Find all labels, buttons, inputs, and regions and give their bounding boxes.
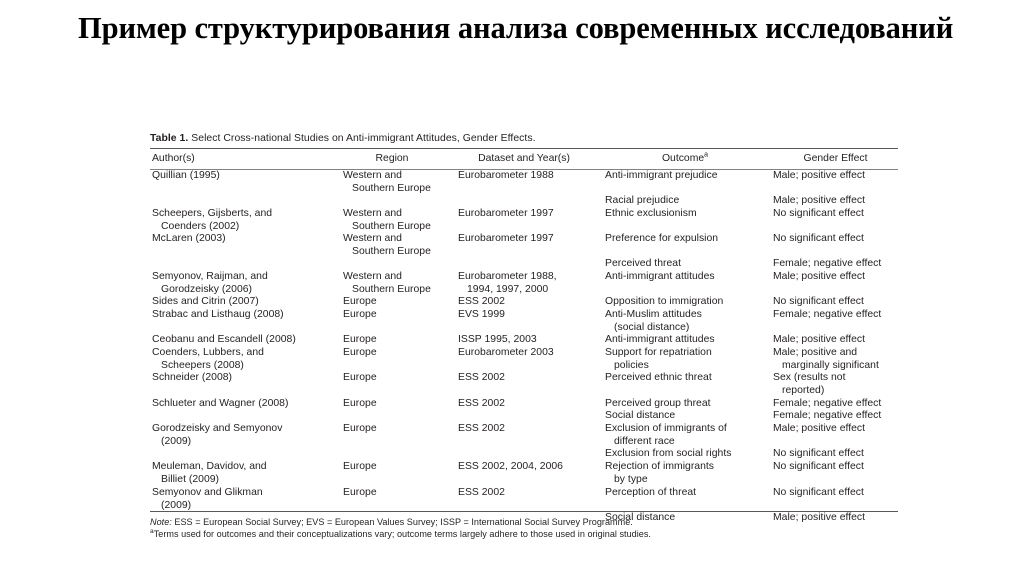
table-cell-line: Eurobarometer 2003	[458, 347, 554, 358]
table-cell-line: Europe	[343, 334, 377, 345]
table-cell-line: 1994, 1997, 2000	[467, 284, 549, 295]
table-cell-line: (social distance)	[614, 322, 690, 333]
table-cell-line: Perceived ethnic threat	[605, 372, 712, 383]
table-cell-line: Exclusion from social rights	[605, 448, 732, 459]
table-cell-line: Europe	[343, 372, 377, 383]
table-caption	[150, 132, 898, 148]
table-cell-line: Exclusion of immigrants of	[605, 423, 727, 434]
table-cell-line: Europe	[343, 309, 377, 320]
table-cell-line: Eurobarometer 1997	[458, 208, 554, 219]
table-cell-line: Scheepers, Gijsberts, and	[152, 208, 273, 219]
table-cell-line: Anti-immigrant prejudice	[605, 170, 718, 181]
table-cell-line: Coenders, Lubbers, and	[152, 347, 264, 358]
table-cell-line: Anti-Muslim attitudes	[605, 309, 702, 320]
table-caption-text: Select Cross-national Studies on Anti-immigrant Attitudes, Gender Effects.	[191, 133, 536, 144]
table-cell-line: Sides and Citrin (2007)	[152, 296, 259, 307]
table-cell-line: Rejection of immigrants	[605, 461, 715, 472]
table-cell-line: Eurobarometer 1988	[458, 170, 554, 181]
table-caption-label: Table 1.	[150, 133, 189, 144]
table-cell-line: Ethnic exclusionism	[605, 208, 697, 219]
table-cell-line: Male; positive effect	[773, 170, 866, 181]
table-cell-line: McLaren (2003)	[152, 233, 226, 244]
table-header-row	[150, 149, 898, 169]
table-cell-line: Female; negative effect	[773, 410, 882, 421]
table-cell-line: Southern Europe	[352, 284, 431, 295]
table-cell-line: Male; positive effect	[773, 271, 866, 282]
table-cell-line: Schneider (2008)	[152, 372, 233, 383]
table-cell-line: ESS 2002	[458, 423, 505, 434]
table-cell-line: ISSP 1995, 2003	[458, 334, 537, 345]
table-cell-line: EVS 1999	[458, 309, 505, 320]
table-cell-line: (2009)	[161, 500, 192, 511]
table-cell-line: Perceived group threat	[605, 398, 711, 409]
table-cell-line: Female; negative effect	[773, 309, 882, 320]
table-cell-line: Semyonov, Raijman, and	[152, 271, 268, 282]
table-cell-line: Opposition to immigration	[605, 296, 724, 307]
table-note-text: ESS = European Social Survey; EVS = European Values Survey; ISSP = International Social Survey Programme.	[174, 517, 633, 527]
table-cell-line: (2009)	[161, 436, 192, 447]
table-cell-line: Male; positive effect	[773, 334, 866, 345]
table-cell-line: No significant effect	[773, 487, 864, 498]
column-header-outcome	[605, 149, 765, 169]
table-cell-line: Gorodzeisky (2006)	[161, 284, 253, 295]
table-cell-line: Male; positive and	[773, 347, 858, 358]
table-cell-line: No significant effect	[773, 296, 864, 307]
table-cell-line: Strabac and Listhaug (2008)	[152, 309, 284, 320]
column-header-region: Region	[375, 153, 409, 164]
table-cell-line: Ceobanu and Escandell (2008)	[152, 334, 296, 345]
table-cell-line: Western and	[343, 208, 402, 219]
table-cell-line: Western and	[343, 233, 402, 244]
column-header-outcome-label: Outcome	[661, 153, 705, 164]
table-cell-line: Support for repatriation	[605, 347, 712, 358]
table-cell-line: Male; positive effect	[773, 512, 866, 523]
table-cell-line: Male; positive effect	[773, 195, 866, 206]
table-note-label: Note:	[150, 517, 172, 527]
table-cell-line: Female; negative effect	[773, 258, 882, 269]
table-cell-line: No significant effect	[773, 208, 864, 219]
table-cell-line: policies	[614, 360, 649, 371]
table-cell-line: Western and	[343, 170, 402, 181]
table-figure	[150, 132, 898, 540]
table-cell-line: ESS 2002	[458, 296, 505, 307]
table-cell-line: different race	[614, 436, 675, 447]
table-cell-line: Europe	[343, 487, 377, 498]
page-title: Пример структурирования анализа современных исследований	[78, 11, 954, 45]
table-cell-line: Schlueter and Wagner (2008)	[152, 398, 289, 409]
table-cell-line: Scheepers (2008)	[161, 360, 244, 371]
table-cell-line: ESS 2002, 2004, 2006	[458, 461, 563, 472]
table-cell-line: Social distance	[605, 512, 676, 523]
table-cell-line: Europe	[343, 423, 377, 434]
table-footnote-text: Terms used for outcomes and their conceptualizations vary; outcome terms largely adhere to those used in original studies.	[153, 528, 651, 539]
table-cell-line: Europe	[343, 296, 377, 307]
table-cell-line: Southern Europe	[352, 183, 431, 194]
table-cell-line: Eurobarometer 1997	[458, 233, 554, 244]
table-cell-line: marginally significant	[782, 360, 879, 371]
table-cell-line: by type	[614, 474, 648, 485]
table-cell-line: Anti-immigrant attitudes	[605, 334, 715, 345]
table-cell-line: ESS 2002	[458, 372, 505, 383]
table-cell-line: Europe	[343, 461, 377, 472]
table-cell-line: Coenders (2002)	[161, 221, 240, 232]
table-footnote-line	[150, 529, 898, 541]
table-cell-line: Female; negative effect	[773, 398, 882, 409]
table-cell-line: Meuleman, Davidov, and	[152, 461, 267, 472]
table-cell-line: ESS 2002	[458, 398, 505, 409]
table-cell-line: Southern Europe	[352, 246, 431, 257]
table-cell-line: Europe	[343, 347, 377, 358]
table-cell-line: Sex (results not	[773, 372, 846, 383]
table-cell-line: Perceived threat	[605, 258, 681, 269]
column-header-dataset: Dataset and Year(s)	[478, 153, 570, 164]
table-cell-line: No significant effect	[773, 233, 864, 244]
table-cell-line: ESS 2002	[458, 487, 505, 498]
table-cell-line: Semyonov and Glikman	[152, 487, 263, 498]
table-cell-line: Racial prejudice	[605, 195, 680, 206]
table-cell-line: Billiet (2009)	[161, 474, 220, 485]
column-header-author: Author(s)	[152, 153, 195, 164]
table-cell-line: Anti-immigrant attitudes	[605, 271, 715, 282]
table-cell-line: Southern Europe	[352, 221, 431, 232]
table-cell-line: Western and	[343, 271, 402, 282]
column-header-gender: Gender Effect	[803, 153, 868, 164]
table-cell-line: Quillian (1995)	[152, 170, 220, 181]
table-cell-line: Gorodzeisky and Semyonov	[152, 423, 283, 434]
table-cell-line: Preference for expulsion	[605, 233, 719, 244]
table-cell-line: No significant effect	[773, 461, 864, 472]
table-cell-line: reported)	[782, 385, 825, 396]
table-cell-line: Social distance	[605, 410, 676, 421]
column-header-outcome-superscript: a	[704, 151, 709, 159]
table-footnote-mark: a	[150, 527, 154, 535]
table-cell-line: Europe	[343, 398, 377, 409]
table-cell-line: No significant effect	[773, 448, 864, 459]
table-cell-line: Eurobarometer 1988,	[458, 271, 557, 282]
table-cell-line: Perception of threat	[605, 487, 697, 498]
table-cell-line: Male; positive effect	[773, 423, 866, 434]
